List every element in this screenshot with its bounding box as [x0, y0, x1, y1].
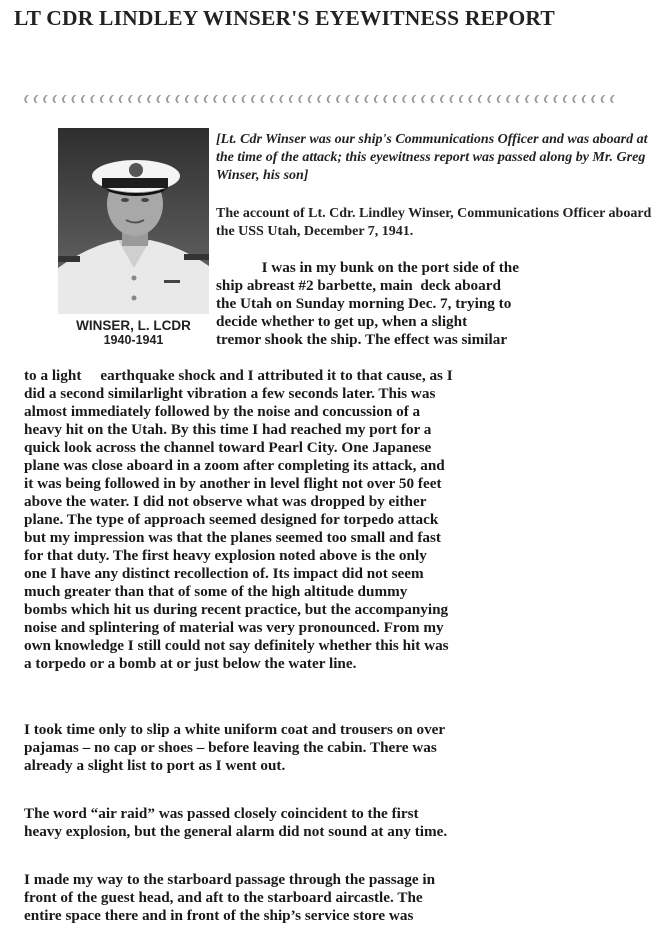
divider-mark — [563, 95, 568, 103]
divider-mark — [242, 95, 247, 103]
divider-mark — [478, 95, 483, 103]
divider-mark — [317, 95, 322, 103]
text-line: I made my way to the starboard passage through the passage in — [24, 871, 436, 888]
text-line: decide whether to get up, when a slight — [216, 313, 468, 330]
divider-mark — [336, 95, 341, 103]
divider-mark — [157, 95, 162, 103]
divider-mark — [194, 95, 199, 103]
divider-mark — [601, 95, 606, 103]
caption-name: WINSER, L. LCDR — [76, 318, 191, 333]
divider-mark — [71, 95, 76, 103]
divider-mark — [147, 95, 152, 103]
divider-mark — [582, 95, 587, 103]
text-line: did a second similarlight vibration a few seconds later. This was — [24, 385, 436, 402]
text-line: I took time only to slip a white uniform coat and trousers on over — [24, 721, 446, 738]
divider-mark — [43, 95, 48, 103]
paragraph-1-wrapped — [216, 259, 636, 349]
text-line: the Utah on Sunday morning Dec. 7, trying to — [216, 295, 512, 312]
divider-mark — [364, 95, 369, 103]
divider-mark — [516, 95, 521, 103]
divider-mark — [34, 95, 39, 103]
divider-mark — [138, 95, 143, 103]
divider-mark — [421, 95, 426, 103]
officer-portrait-photo — [58, 128, 209, 314]
text-line: tremor shook the ship. The effect was similar — [216, 331, 508, 348]
divider-mark — [487, 95, 492, 103]
text-line: bombs which hit us during recent practice, but the accompanying — [24, 601, 449, 618]
divider-mark — [279, 95, 284, 103]
divider-mark — [223, 95, 228, 103]
divider-mark — [62, 95, 67, 103]
text-line: to a light earthquake shock and I attributed it to that cause, as I — [24, 367, 453, 384]
paragraph-1-continued — [24, 367, 644, 673]
divider-mark — [270, 95, 275, 103]
intro-note: [Lt. Cdr Winser was our ship's Communications Officer and was aboard at the time of the attack; this eyewitness report was passed along by Mr. Greg Winser, his son] — [216, 132, 648, 183]
text-line: entire space there and in front of the ship’s service store was — [24, 907, 414, 924]
text-line: quick look across the channel toward Pearl City. One Japanese — [24, 439, 432, 456]
text-line: a torpedo or a bomb at or just below the water line. — [24, 655, 357, 672]
paragraph-2 — [24, 721, 644, 775]
divider-mark — [213, 95, 218, 103]
caption-years: 1940-1941 — [103, 333, 164, 347]
divider-mark — [232, 95, 237, 103]
text-line: one I have any distinct recollection of. Its impact did not seem — [24, 565, 424, 582]
divider-mark — [393, 95, 398, 103]
divider-mark — [525, 95, 530, 103]
divider-mark — [119, 95, 124, 103]
text-line: almost immediately followed by the noise and concussion of a — [24, 403, 421, 420]
divider-mark — [308, 95, 313, 103]
divider-mark — [24, 95, 29, 103]
divider-mark — [204, 95, 209, 103]
divider-mark — [374, 95, 379, 103]
divider-mark — [497, 95, 502, 103]
divider-mark — [506, 95, 511, 103]
paragraph-3 — [24, 805, 644, 841]
divider-mark — [53, 95, 58, 103]
divider-mark — [346, 95, 351, 103]
text-line: above the water. I did not observe what was dropped by either — [24, 493, 427, 510]
divider-mark — [355, 95, 360, 103]
divider-mark — [289, 95, 294, 103]
text-line: noise and splintering of material was very pronounced. From my — [24, 619, 444, 636]
divider-mark — [383, 95, 388, 103]
divider-mark — [449, 95, 454, 103]
text-line: heavy explosion, but the general alarm did not sound at any time. — [24, 823, 448, 840]
text-line: already a slight list to port as I went out. — [24, 757, 286, 774]
divider-mark — [100, 95, 105, 103]
divider-mark — [468, 95, 473, 103]
divider-mark — [610, 95, 615, 103]
divider-mark — [535, 95, 540, 103]
divider-mark — [402, 95, 407, 103]
page-title: LT CDR LINDLEY WINSER'S EYEWITNESS REPORT — [14, 6, 555, 30]
divider-mark — [553, 95, 558, 103]
divider-mark — [572, 95, 577, 103]
divider-mark — [544, 95, 549, 103]
text-line: but my impression was that the planes seemed too small and fast — [24, 529, 441, 546]
divider-mark — [90, 95, 95, 103]
photo-caption — [58, 318, 209, 347]
text-line: plane. The type of approach seemed designed for torpedo attack — [24, 511, 439, 528]
divider-mark — [166, 95, 171, 103]
text-line: heavy hit on the Utah. By this time I had reached my port for a — [24, 421, 432, 438]
text-line: for that duty. The first heavy explosion noted above is the only — [24, 547, 427, 564]
divider-mark — [327, 95, 332, 103]
divider-mark — [412, 95, 417, 103]
text-line: ship abreast #2 barbette, main deck aboard — [216, 277, 501, 294]
divider-mark — [298, 95, 303, 103]
account-heading: The account of Lt. Cdr. Lindley Winser, Communications Officer aboard the USS Utah, December 7, 1941. — [216, 206, 652, 239]
text-line: pajamas – no cap or shoes – before leaving the cabin. There was — [24, 739, 437, 756]
divider-mark — [175, 95, 180, 103]
text-line: plane was close aboard in a zoom after completing its attack, and — [24, 457, 445, 474]
divider-mark — [459, 95, 464, 103]
text-line: it was being followed in by another in level flight not over 50 feet — [24, 475, 442, 492]
divider-mark — [109, 95, 114, 103]
divider-mark — [185, 95, 190, 103]
text-line: front of the guest head, and aft to the starboard aircastle. The — [24, 889, 423, 906]
paragraph-4 — [24, 871, 644, 925]
divider-mark — [260, 95, 265, 103]
divider-mark — [81, 95, 86, 103]
decorative-divider — [18, 93, 618, 105]
divider-mark — [128, 95, 133, 103]
text-line: I was in my bunk on the port side of the — [216, 259, 519, 276]
divider-mark — [431, 95, 436, 103]
text-line: own knowledge I still could not say definitely whether this hit was — [24, 637, 449, 654]
text-line: much greater than that of some of the high altitude dummy — [24, 583, 408, 600]
divider-mark — [251, 95, 256, 103]
text-line: The word “air raid” was passed closely coincident to the first — [24, 805, 419, 822]
divider-mark — [591, 95, 596, 103]
divider-mark — [440, 95, 445, 103]
